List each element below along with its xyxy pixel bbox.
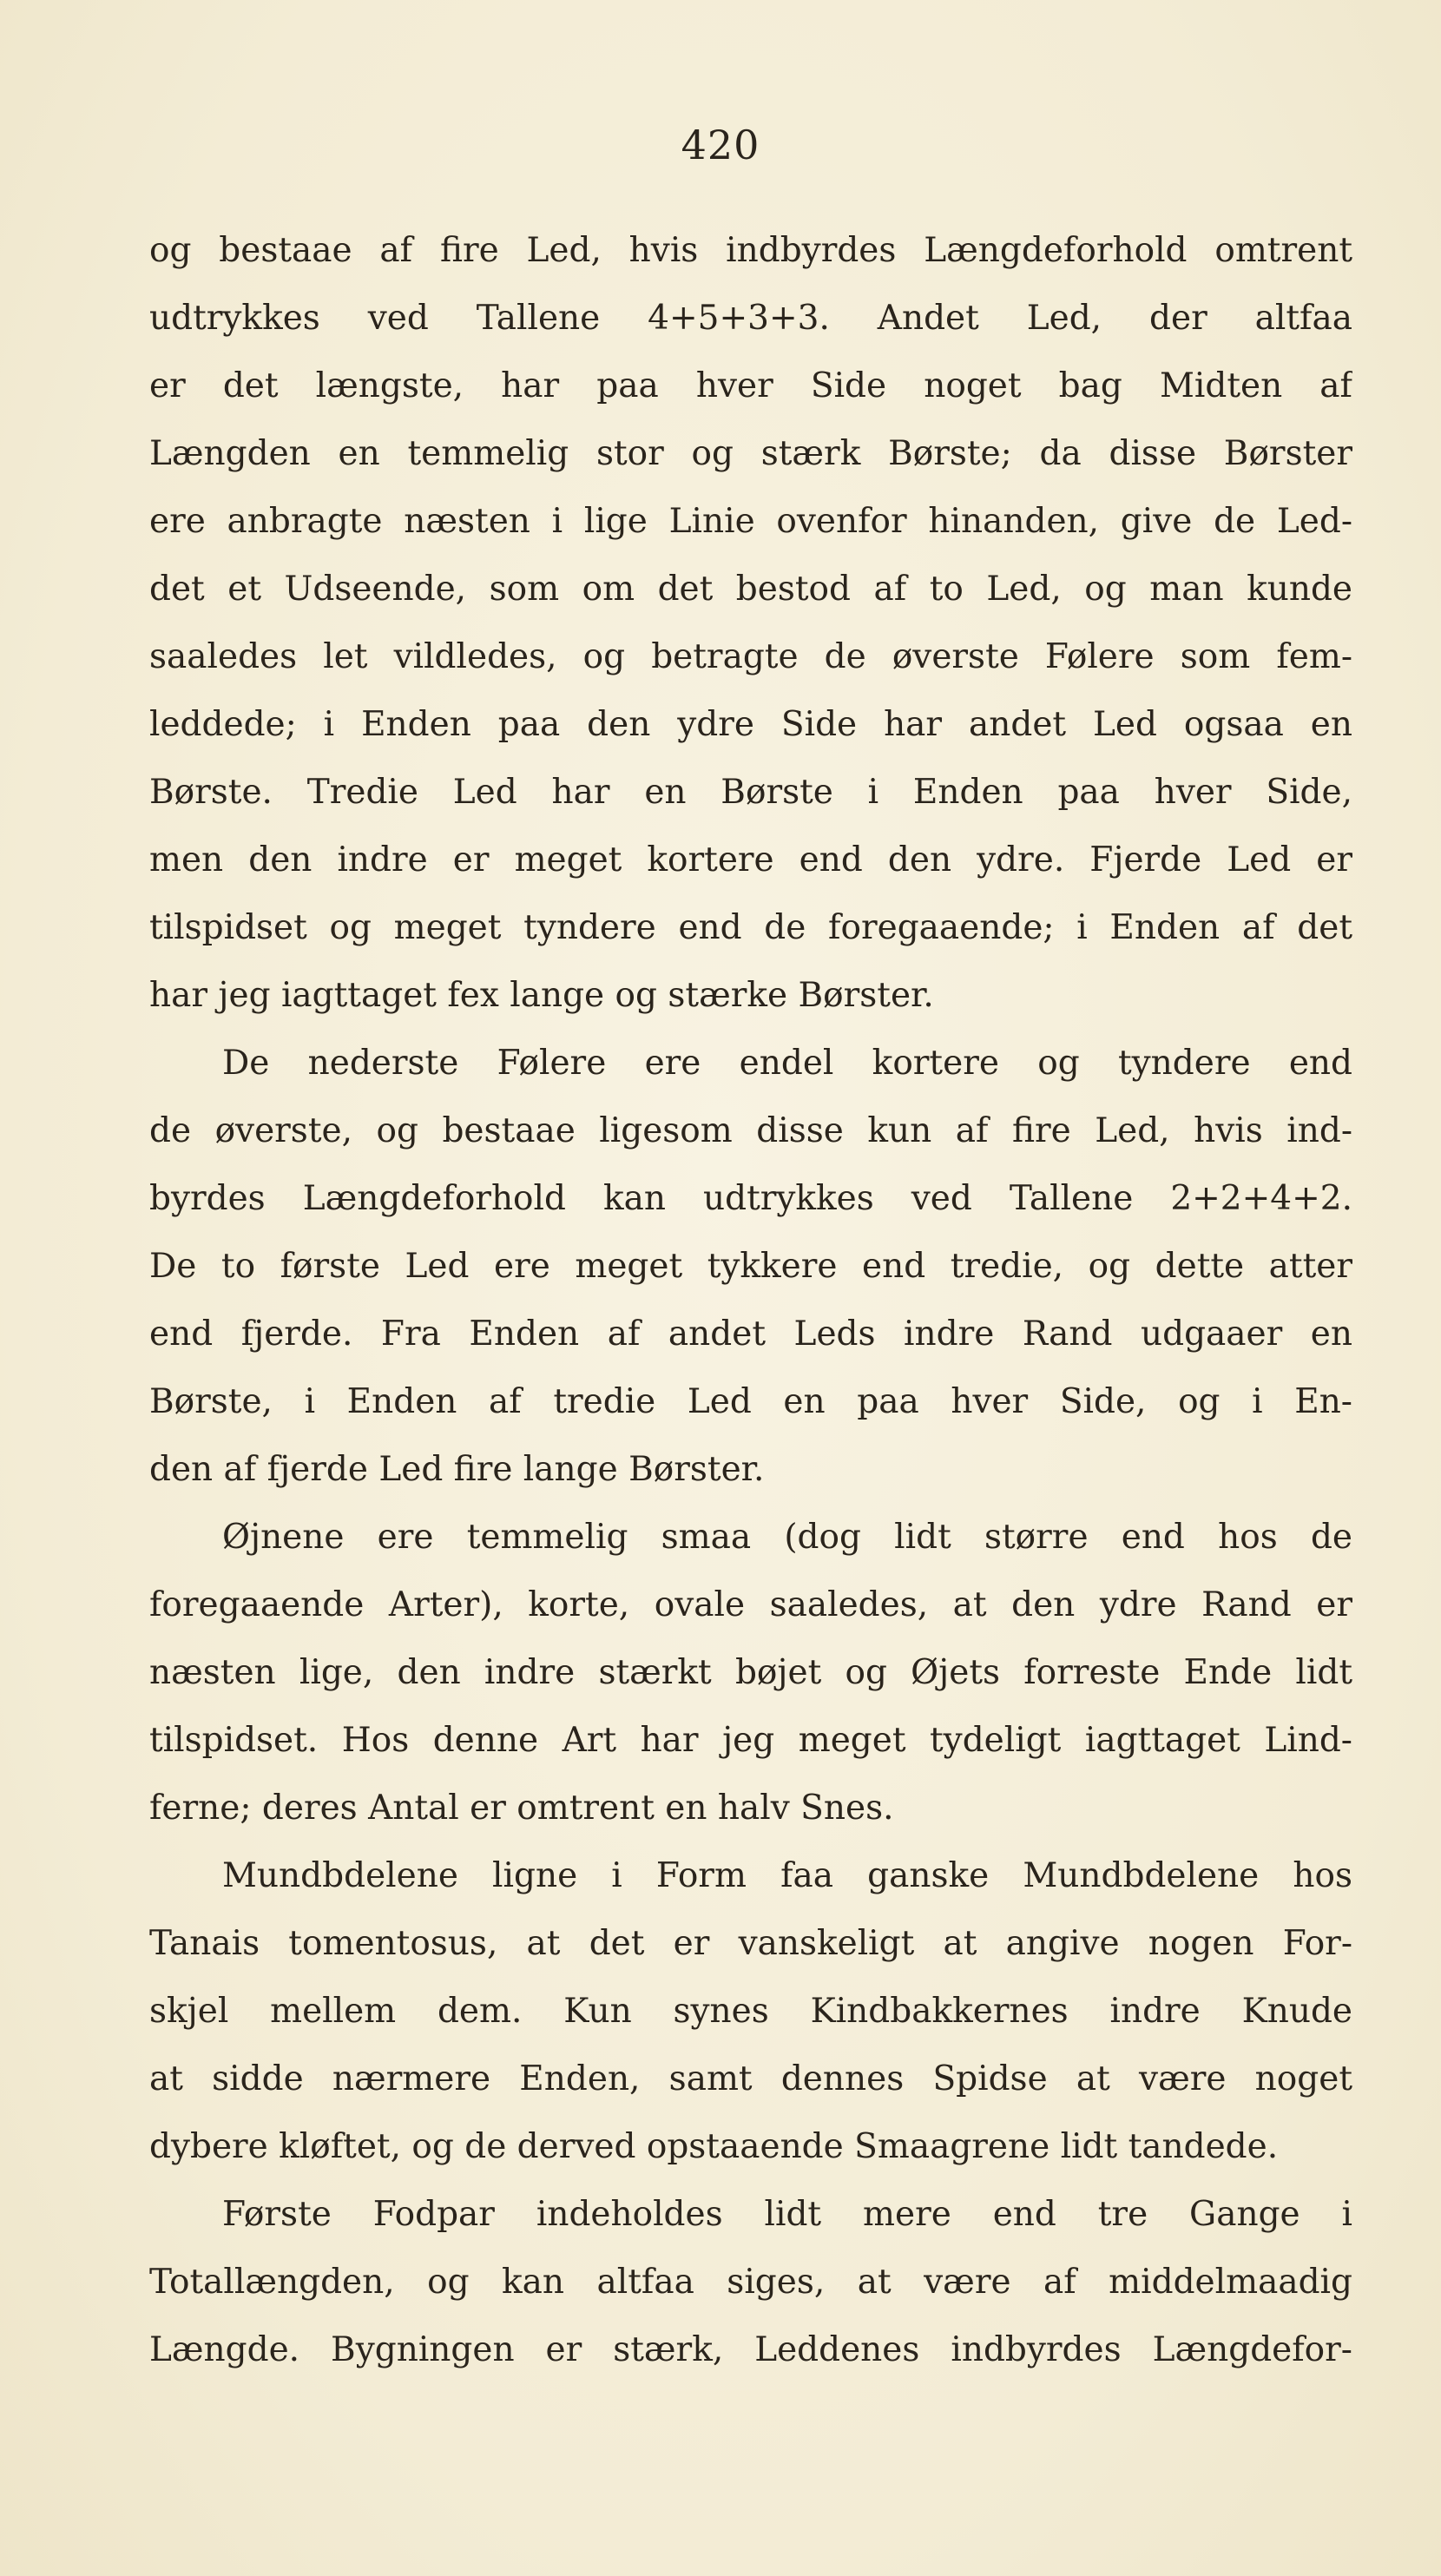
text-line: skjel mellem dem. Kun synes Kindbakkernes indre Knude xyxy=(149,1992,1352,2031)
text-line: tilspidset og meget tyndere end de foregaaende; i Enden af det xyxy=(149,908,1352,947)
text-line: saaledes let vildledes, og betragte de øverste Følere som fem- xyxy=(149,637,1352,676)
text-line: ferne; deres Antal er omtrent en halv Snes. xyxy=(149,1789,894,1828)
text-line: udtrykkes ved Tallene 4+5+3+3. Andet Led, der altfaa xyxy=(149,299,1352,338)
paragraph-start-line: De nederste Følere ere endel kortere og tyndere end xyxy=(222,1044,1352,1083)
text-line: byrdes Længdeforhold kan udtrykkes ved Tallene 2+2+4+2. xyxy=(149,1179,1352,1218)
text-line: men den indre er meget kortere end den ydre. Fjerde Led er xyxy=(149,840,1352,880)
text-line: har jeg iagttaget fex lange og stærke Børster. xyxy=(149,976,934,1015)
text-line: dybere kløftet, og de derved opstaaende Smaagrene lidt tandede. xyxy=(149,2127,1279,2166)
text-line: og bestaae af fire Led, hvis indbyrdes Længdeforhold omtrent xyxy=(149,231,1352,270)
text-line: Totallængden, og kan altfaa siges, at være af middelmaadig xyxy=(149,2263,1352,2302)
text-line: Længde. Bygningen er stærk, Leddenes indbyrdes Længdefor- xyxy=(149,2330,1352,2369)
text-line: tilspidset. Hos denne Art har jeg meget tydeligt iagttaget Lind- xyxy=(149,1721,1352,1760)
text-line: det et Udseende, som om det bestod af to Led, og man kunde xyxy=(149,570,1352,609)
text-line: De to første Led ere meget tykkere end tredie, og dette atter xyxy=(149,1247,1352,1286)
text-line: er det længste, har paa hver Side noget bag Midten af xyxy=(149,366,1352,405)
paragraph-start-line: Første Fodpar indeholdes lidt mere end tre Gange i xyxy=(222,2195,1352,2234)
body-text xyxy=(149,217,1352,2384)
text-line: ere anbragte næsten i lige Linie ovenfor hinanden, give de Led- xyxy=(149,502,1352,541)
text-line: Børste. Tredie Led har en Børste i Enden paa hver Side, xyxy=(149,773,1352,812)
page-number: 420 xyxy=(681,122,760,168)
paragraph-start-line: Øjnene ere temmelig smaa (dog lidt større end hos de xyxy=(222,1518,1352,1557)
text-line: næsten lige, den indre stærkt bøjet og Øjets forreste Ende lidt xyxy=(149,1653,1352,1692)
text-line: den af fjerde Led fire lange Børster. xyxy=(149,1450,765,1489)
text-line: at sidde nærmere Enden, samt dennes Spidse at være noget xyxy=(149,2059,1352,2098)
text-line: de øverste, og bestaae ligesom disse kun af fire Led, hvis ind- xyxy=(149,1111,1352,1150)
text-line: Børste, i Enden af tredie Led en paa hver Side, og i En- xyxy=(149,1382,1352,1421)
text-line: leddede; i Enden paa den ydre Side har andet Led ogsaa en xyxy=(149,705,1352,744)
text-line: end fjerde. Fra Enden af andet Leds indre Rand udgaaer en xyxy=(149,1314,1352,1354)
text-line: Længden en temmelig stor og stærk Børste; da disse Børster xyxy=(149,434,1352,473)
paragraph-start-line: Mundbdelene ligne i Form faa ganske Mundbdelene hos xyxy=(222,1856,1352,1895)
text-line: Tanais tomentosus, at det er vanskeligt at angive nogen For- xyxy=(149,1924,1352,1963)
text-line: foregaaende Arter), korte, ovale saaledes, at den ydre Rand er xyxy=(149,1585,1352,1624)
